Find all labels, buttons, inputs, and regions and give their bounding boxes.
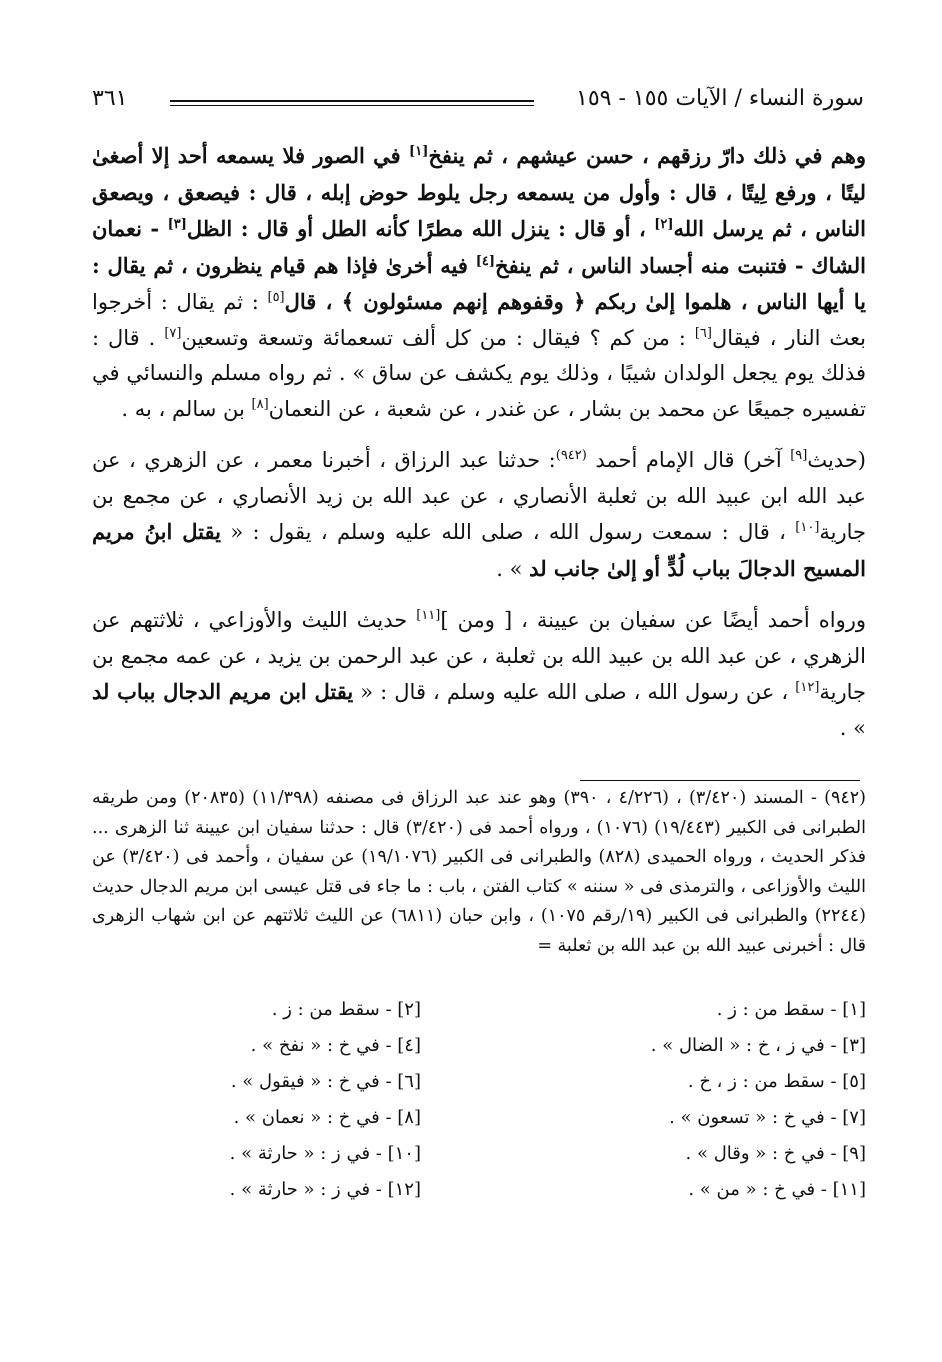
variant-note: [١٠] - في ز : « حارثة » . <box>229 1143 421 1164</box>
variant-ref: [١] <box>409 144 429 159</box>
variant-ref: [٤] <box>475 253 496 269</box>
text-run: وهم في ذلك دارّ رزقهم ، حسن عيشهم ، ثم ينفخ <box>428 143 867 168</box>
variant-ref: [٢] <box>654 217 674 232</box>
text-run: : حدثنا عبد الرزاق ، أخبرنا معمر ، عن الزهري ، عن عبد الله ابن عبيد الله بن ثعلبة الأنصاري ، عن عبد الله بن زيد الأنصاري ، عن مجمع بن جارية <box>92 448 867 544</box>
page-header <box>92 86 864 122</box>
variant-note: [١١] - في خ : « من » . <box>688 1179 866 1200</box>
hadith-quote: يقتل ابن مريم الدجال بباب لد <box>92 679 354 704</box>
variant-note: [٤] - في خ : « نفخ » . <box>250 1035 421 1056</box>
paragraph-1 <box>92 138 866 427</box>
text-run: (حديث <box>807 448 866 472</box>
variant-note: [٩] - في خ : « وقال » . <box>685 1143 866 1164</box>
text-run: ، أو قال : ينزل الله مطرًا كأنه الطل أو قال : الظل <box>186 216 655 241</box>
text-run: : من كم ؟ فيقال : من كل ألف تسعمائة وتسعة وتسعين <box>181 325 695 350</box>
paragraph-2 <box>92 443 866 587</box>
variant-ref: [٦] <box>694 325 712 341</box>
variant-column-left <box>96 992 421 1208</box>
text-run: ، عن رسول الله ، صلى الله عليه وسلم ، قال : « <box>353 680 796 704</box>
text-run: : ثم يقال : أخرجوا بعث النار ، فيقال <box>92 290 866 350</box>
variant-ref: [٨] <box>251 396 269 412</box>
variant-note: [٢] - سقط من : ز . <box>271 999 421 1020</box>
text-run: فيه أخرىٰ فإذا هم قيام ينظرون ، ثم يقال : يا أيها الناس ، هلموا إلىٰ ربكم ﴿ وقفوهم إنهم مسئولون ﴾ ، قال <box>92 252 866 314</box>
footnote-ref: (٩٤٢) <box>555 448 587 463</box>
text-run: حديث الليث والأوزاعي ، ثلاثتهم عن الزهري ، عن عبد الله بن عبيد الله بن ثعلبة ، عن عبد الرحمن بن يزيد ، عن عمه مجمع بن جارية <box>92 608 867 704</box>
variant-note: [٦] - في خ : « فيقول » . <box>230 1071 421 1092</box>
variant-note: [١] - سقط من : ز . <box>716 999 866 1020</box>
text-run: بن سالم ، به . <box>121 396 252 421</box>
variant-ref: [٥] <box>267 290 285 305</box>
text-run: ورواه أحمد أيضًا عن سفيان بن عيينة ، [ ومن ] <box>440 608 866 632</box>
text-run: - نعمان الشاك - فتنبت منه أجساد الناس ، ثم ينفخ <box>92 216 866 278</box>
text-run: » . <box>496 556 530 581</box>
variant-ref: [٣] <box>167 217 187 232</box>
text-run: في الصور فلا يسمعه أحد إلا أصغىٰ ليتًا ، ورفع لِيتًا ، قال : وأول من يسمعه رجل يلوط حوض إبله ، قال : فيصعق ، ويصعق الناس ، ثم يرسل الله <box>92 143 866 241</box>
variant-ref: [٧] <box>164 325 182 341</box>
footnote-942: (٩٤٢) - المسند (٣/٤٢٠) ، (٤/٢٢٦ ، ٣٩٠) وهو عند عبد الرزاق فى مصنفه (١١/٣٩٨) (٢٠٨٣٥) ومن طريقه الطبرانى فى الكبير (١٩/٤٤٣) (١٠٧٦) ، ورواه أحمد فى (٣/٤٢٠) قال : حدثنا سفيان ابن عيينة ثنا الزهرى ... فذكر الحديث ، ورواه الحميدى (٨٢٨) والطبرانى فى الكبير (١٩/١٠٧٦) عن سفيان ، وأحمد فى (٣/٤٢٠) عن الليث والأوزاعى ، والترمذى فى « سننه » كتاب الفتن ، باب : ما جاء فى قتل عيسى ابن مريم الدجال حديث (٢٢٤٤) والطبرانى فى الكبير (١٩/رقم ١٠٧٥) ، وابن حبان (٦٨١١) عن الليث ثلاثتهم عن ابن شهاب الزهرى قال : أخبرنى عبيد الله بن عبد الله بن ثعلبة = <box>92 788 866 956</box>
paragraph-3 <box>92 603 866 746</box>
variant-ref: [٩] <box>790 448 808 463</box>
variant-ref: [١٢] <box>795 680 820 695</box>
variant-note: [١٢] - في ز : « حارثة » . <box>229 1179 421 1200</box>
variant-column-right <box>541 992 866 1208</box>
page-number: ٣٦١ <box>92 86 128 111</box>
variant-note: [٥] - سقط من : ز ، خ . <box>687 1071 866 1092</box>
header-rule <box>170 100 534 106</box>
variant-note: [٨] - في خ : « نعمان » . <box>233 1107 421 1128</box>
text-run: . قال : فذلك يوم يجعل الولدان شيبًا ، وذلك يوم يكشف عن ساق » . ثم رواه مسلم والنسائي في تفسيره جميعًا عن محمد بن بشار ، عن غندر ، عن شعبة ، عن النعمان <box>92 325 866 421</box>
footnote-separator <box>580 780 860 781</box>
variant-ref: [١٠] <box>795 520 820 535</box>
text-run: » . <box>839 715 866 740</box>
variant-ref: [١١] <box>416 608 441 623</box>
text-run: ، قال : سمعت رسول الله ، صلى الله عليه وسلم ، يقول : « <box>220 520 796 544</box>
hadith-quote: يقتل ابنُ مريم المسيح الدجالَ بباب لُدٍّ أو إلىٰ جانب لد <box>92 519 866 581</box>
text-run: آخر) قال الإمام أحمد <box>586 448 791 472</box>
variant-notes <box>96 992 866 1208</box>
running-title: سورة النساء / الآيات ١٥٥ - ١٥٩ <box>576 86 864 111</box>
variant-note: [٧] - في خ : « تسعون » . <box>669 1107 866 1128</box>
variant-note: [٣] - في ز ، خ : « الضال » . <box>650 1035 866 1056</box>
main-text <box>92 138 866 762</box>
